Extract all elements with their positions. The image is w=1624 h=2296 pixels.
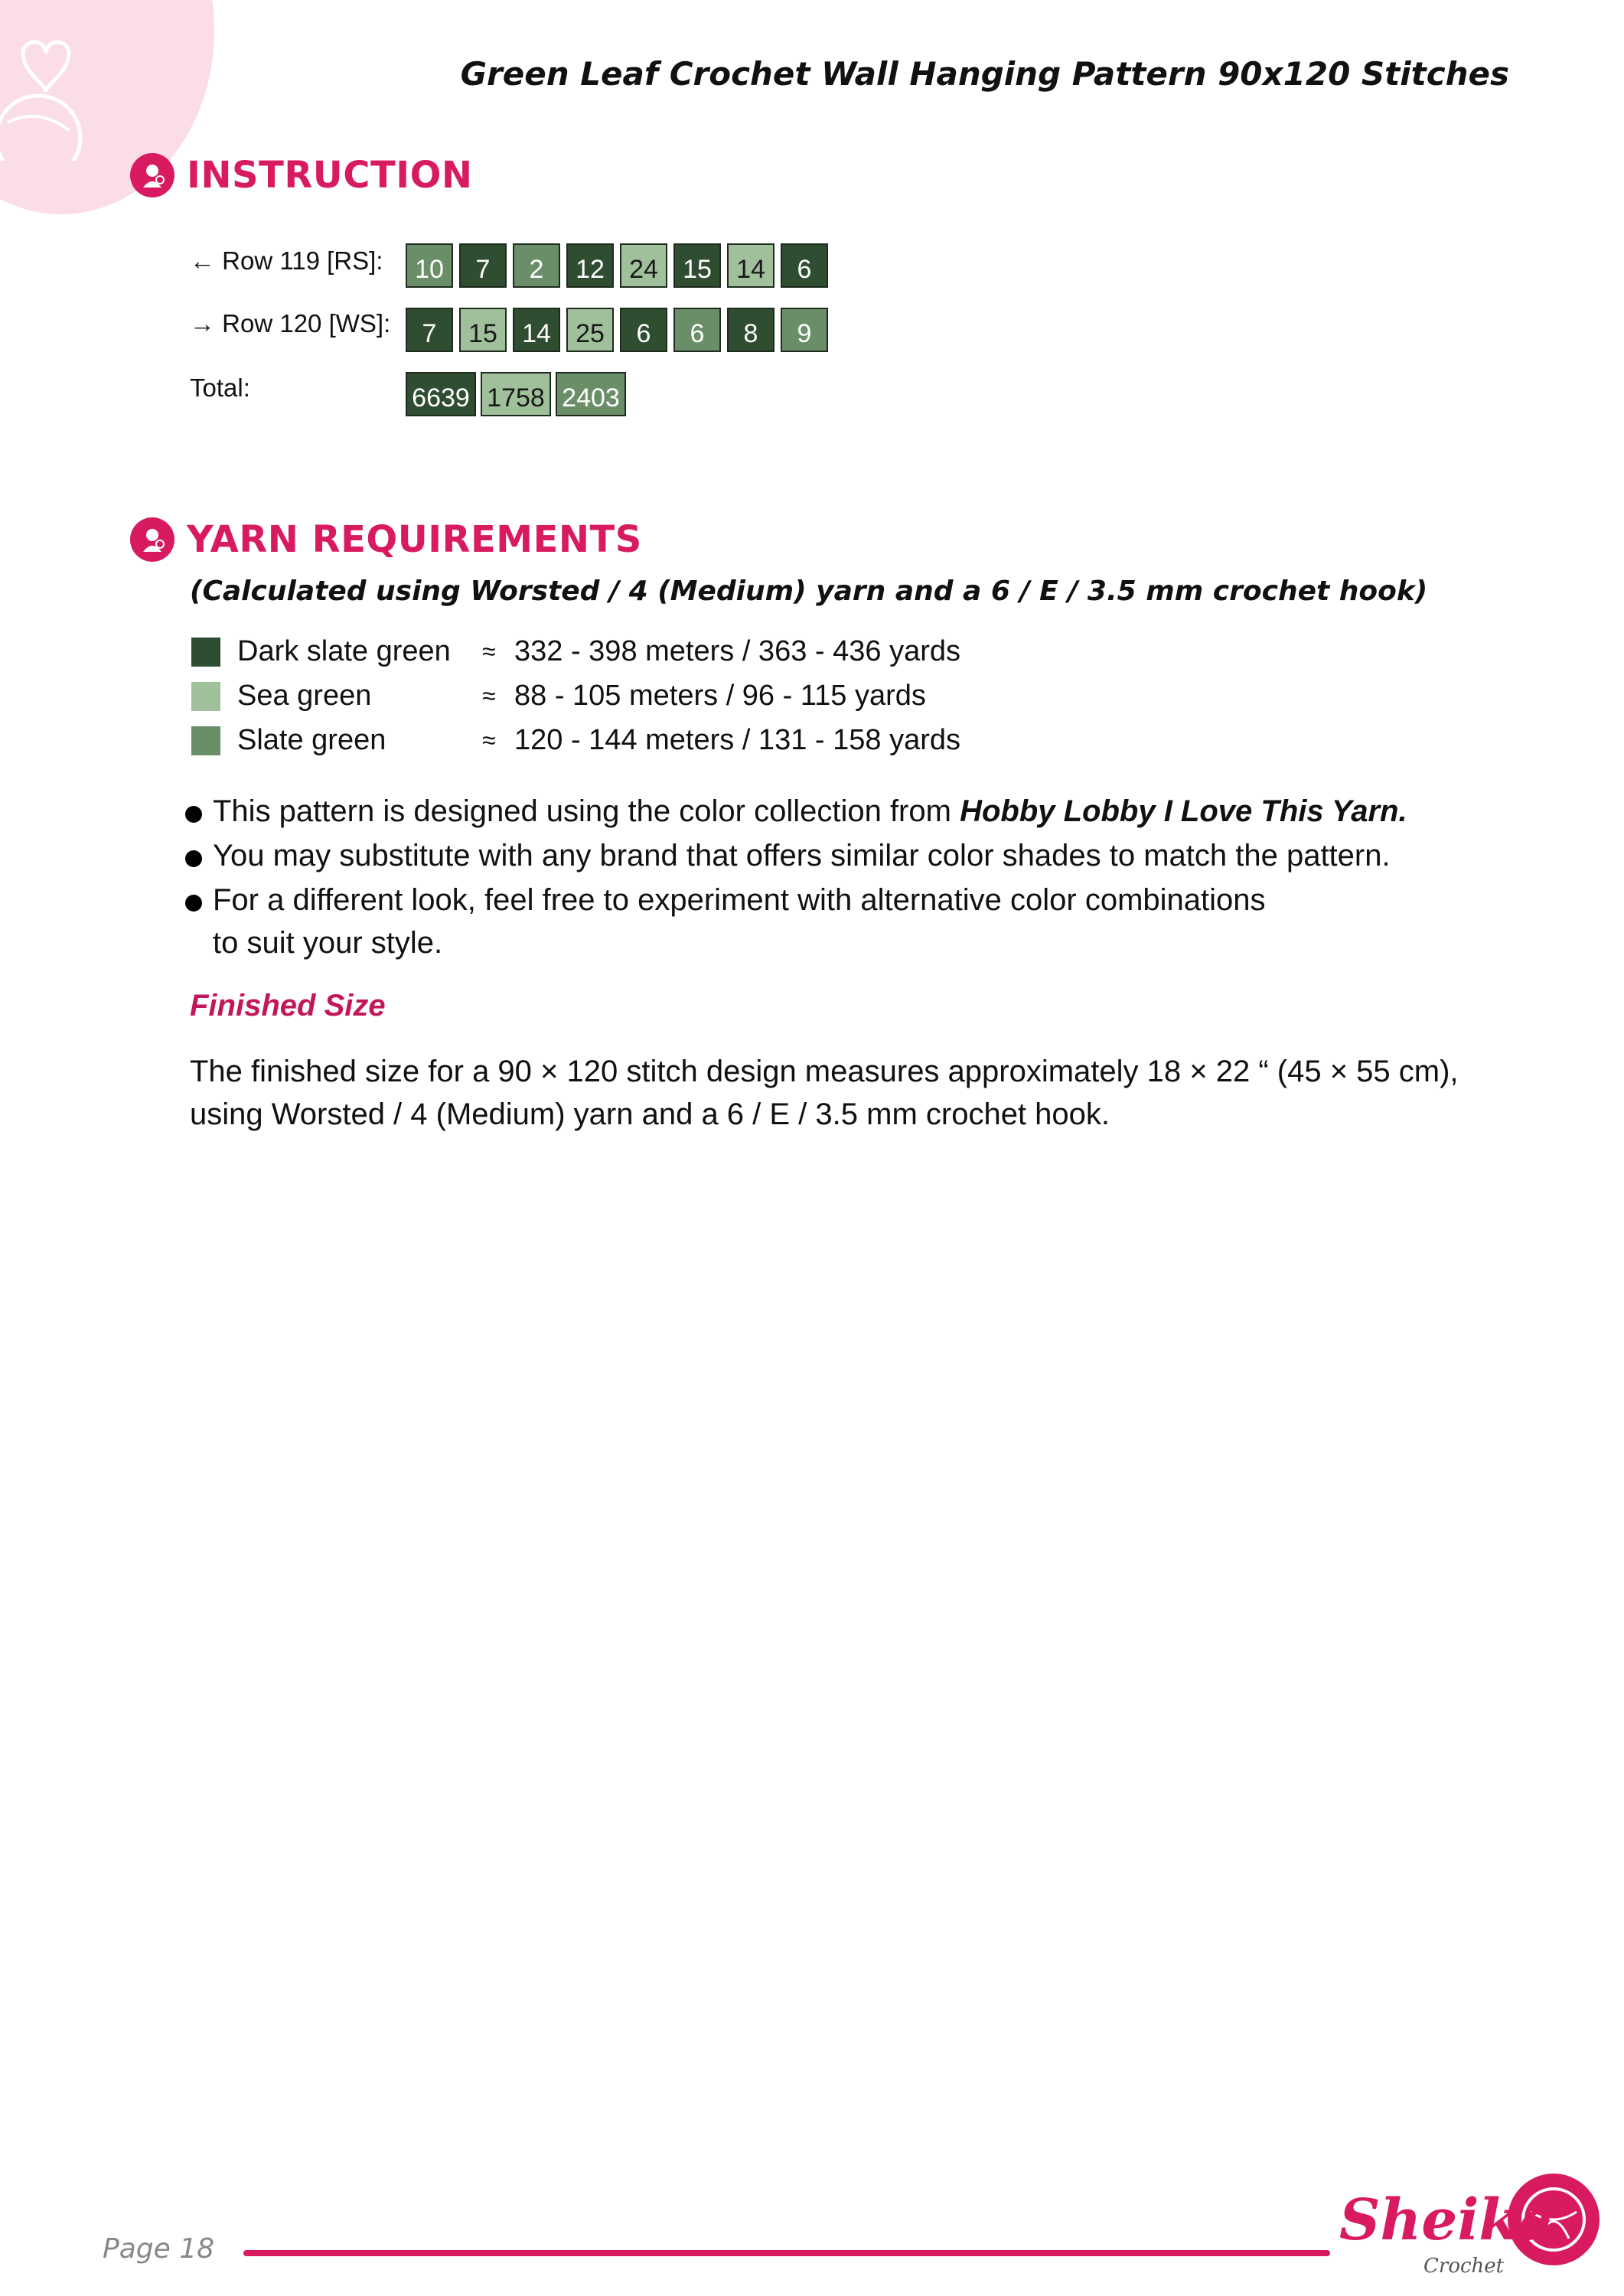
stitch-count-cell: 1758 [481, 372, 551, 416]
stitch-count-cell: 25 [566, 308, 614, 352]
stitch-count-cell: 12 [566, 243, 614, 288]
finished-line-1: The finished size for a 90 × 120 stitch design measures approximately 18 × 22 “ (45 × 55 cm), [190, 1055, 1459, 1088]
stitch-count-cell: 10 [406, 243, 453, 288]
bullet-item-1 [185, 790, 1407, 833]
yarn-heading [130, 517, 642, 562]
yarn-subtitle: (Calculated using Worsted / 4 (Medium) yarn and a 6 / E / 3.5 mm crochet hook) [190, 576, 1428, 607]
row-label-120: → Row 120 [WS]: [190, 309, 391, 338]
yarn-amount: 120 - 144 meters / 131 - 158 yards [514, 724, 960, 756]
stitch-count-cell: 2 [513, 243, 560, 288]
finished-size-text [190, 1050, 1506, 1136]
document-title: Green Leaf Crochet Wall Hanging Pattern 90x120 Stitches [460, 55, 1509, 93]
yarn-title: YARN REQUIREMENTS [187, 518, 642, 561]
stitch-count-cell: 7 [459, 243, 507, 288]
footer-divider [243, 2250, 1330, 2256]
yarn-item-dark-slate-green [191, 635, 960, 668]
stitch-count-cell: 14 [513, 308, 560, 352]
stitch-count-cell: 8 [727, 308, 774, 352]
bullet-text-continued: to suit your style. [213, 926, 443, 960]
crochet-girl-icon [130, 153, 174, 197]
color-swatch [191, 682, 220, 711]
yarn-name: Sea green [237, 680, 372, 712]
finished-line-2: using Worsted / 4 (Medium) yarn and a 6 / E / 3.5 mm crochet hook. [190, 1097, 1110, 1131]
bullet-text: You may substitute with any brand that offers similar color shades to match the pattern. [213, 839, 1391, 872]
finished-size-title: Finished Size [190, 989, 386, 1022]
stitch-count-cell: 7 [406, 308, 453, 352]
stitch-count-cell: 15 [459, 308, 507, 352]
bullet-item-2 [185, 834, 1391, 877]
bullet-dot [185, 895, 202, 912]
approx-symbol: ≈ [482, 638, 496, 665]
instruction-heading [130, 153, 473, 197]
total-label: Total: [190, 373, 250, 402]
yarn-amount: 88 - 105 meters / 96 - 115 yards [514, 680, 926, 712]
stitch-count-cell: 14 [727, 243, 774, 288]
stitch-count-cell: 6639 [406, 372, 476, 416]
stitch-count-cell: 9 [781, 308, 828, 352]
instruction-title: INSTRUCTION [187, 154, 473, 197]
bullet-dot [185, 850, 202, 867]
bullet-brand-name: Hobby Lobby I Love This Yarn. [960, 794, 1407, 828]
stitch-count-cell: 2403 [556, 372, 626, 416]
crochet-girl-icon [130, 517, 174, 562]
yarn-heart-icon [0, 8, 145, 161]
stitch-count-cell: 6 [620, 308, 667, 352]
row-119-stitches [406, 243, 834, 288]
yarn-name: Dark slate green [237, 635, 451, 667]
brand-subtitle: Crochet [1423, 2255, 1505, 2278]
bullet-text: This pattern is designed using the color collection from [213, 794, 960, 828]
yarn-item-sea-green [191, 680, 926, 713]
bullet-dot [185, 806, 202, 823]
row-120-stitches [406, 308, 834, 352]
bullet-item-3 [185, 879, 1266, 964]
stitch-count-cell: 6 [781, 243, 828, 288]
yarn-item-slate-green [191, 724, 960, 757]
color-swatch [191, 726, 220, 755]
total-stitches [406, 372, 631, 416]
brand-logo [1339, 2174, 1607, 2288]
approx-symbol: ≈ [482, 726, 496, 754]
bullet-text: For a different look, feel free to experiment with alternative color combinations [213, 883, 1266, 917]
yarn-name: Slate green [237, 724, 386, 756]
row-label-119: ← Row 119 [RS]: [190, 246, 383, 275]
stitch-count-cell: 15 [673, 243, 721, 288]
approx-symbol: ≈ [482, 682, 496, 709]
brand-name: Sheika [1339, 2187, 1555, 2253]
stitch-count-cell: 24 [620, 243, 667, 288]
yarn-amount: 332 - 398 meters / 363 - 436 yards [514, 635, 960, 667]
page-number: Page 18 [103, 2233, 215, 2265]
stitch-count-cell: 6 [673, 308, 721, 352]
color-swatch [191, 638, 220, 667]
